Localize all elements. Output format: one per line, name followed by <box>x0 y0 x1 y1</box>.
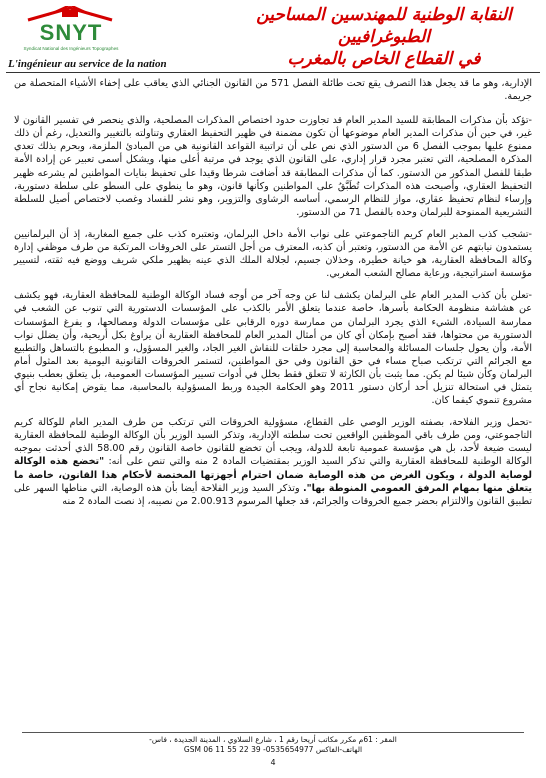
page-number: 4 <box>270 758 276 767</box>
logo-wordmark: SNYT <box>39 20 103 45</box>
footer-address: المقر : 61م مكرر مكاتب أريحا رقم 1 ، شارع السلاوي ، المدينة الجديدة ، فاس- <box>149 735 397 744</box>
document-header <box>0 0 546 78</box>
paragraph-4: -تعلن بأن كذب المدير العام على البرلمان يكشف لنا عن وجه آخر من أوجه فساد الوكالة الوطنية للمحافظة العقارية، فهو يكشف عن هشاشة منظومة الحكامة بأسرها، خاصة عندما يتعلق الأمر بالكذب على المؤسسات الدستورية التي تنوب عن الشعب في ممارسة السيادة، الشيء الذي يجرد البرلمان من ممارسة دوره الرقابي على مؤسسات الدولة ومصالحها، و يفرغ المؤسسات الدستورية من محتواها، فقد أصبح بإمكان أي كان من أمثال المدير العام للمحافظة العقارية أن يراوغ بكل أريحية، وأن يضلل نواب الأمة، وأن يحول جلسات المسائلة والمحاسبة إلى مجرد حلقات للنقاش الغير الجاد، والغير المسؤول، و المطبوع بالتساهل والتطبيع مع الجرائم التي ترتكب صباح مساء في حق القانون وفي حق المواطنين، لتستمر الخروقات القانونية اليومية بعد المثول أمام البرلمان وكأن شيئا لم يكن. مما يثبت بأن الكارثة لا تتعلق فقط بخلل في أدوات تسيير المؤسسات العمومية، بل يتعلق بعطب بنيوي يتمثل في استحالة تنزيل أحد أركان دستور 2011 وهو الحكامة الجيدة وربط المسؤولية بالمحاسبة، مما يقوض إمكانية نجاح أي مشروع تنموي كيفما كان. <box>14 290 532 407</box>
snyt-logo <box>8 6 134 54</box>
footer-phone: الهاتف-الفاكس 0535654977- 39 22 55 11 06 GSM <box>183 745 363 754</box>
document-body <box>14 77 532 517</box>
tagline: L'ingénieur au service de la nation <box>8 58 167 70</box>
paragraph-5 <box>14 416 532 508</box>
organization-name-line1: النقابة الوطنية للمهندسين المساحين الطبوغرافيين <box>256 5 512 47</box>
header-divider <box>6 72 540 73</box>
organization-name-line2: في القطاع الخاص بالمغرب <box>287 49 481 69</box>
footer-divider <box>22 732 524 733</box>
logo-subtext: Syndicat National des Ingénieurs Topographes <box>23 46 119 51</box>
paragraph-5-intro: -تحمل وزير الفلاحة، بصفته الوزير الوصي على القطاع، مسؤولية الخروقات التي ترتكب من طرف المدير العام للوكالة كريم التاجموعتي، ومن طرف باقي الموظفين الواقعين تحت سلطته الإدارية، وتذكر السيد الوزير بأن الوكالة الوطنية للمحافظة العقارية ليست ضيعة لأحد، بل هي مؤسسة عمومية تابعة للدولة، ويجب أن تخضع للقانون خاصة القانون رقم 58.00 الذي أحدثت بموجبه الوكالة الوطنية للمحافظة العقارية والتي تذكر السيد الوزير بمقتضيات المادة 2 منه والتي تنص على أنه: <box>14 417 532 468</box>
paragraph-1: الإدارية، وهو ما قد يجعل هذا التصرف يقع تحت طائلة الفصل 571 من القانون الجنائي الذي يعاقب على إخفاء الأشياء المتحصلة من جريمة. <box>14 78 532 103</box>
organization-name <box>234 4 534 70</box>
paragraph-2: -تؤكد بأن مذكرات المطابقة للسيد المدير العام قد تجاوزت حدود اختصاص المذكرات المصلحية، والذي ينحصر في تفسير القانون لا غير، في حين أن مذكرات المدير العام موضوعها أن تكون مضمنة في ظهير التحفيظ العقاري وتناولته بالتغيير والتعديل، رغم أن ذلك ممنوع عليها بموجب الفصل 6 من الدستور الذي نص على أن تراتبية القواعد القانونية هي من المبادئ الملزمة، وبحرم بذلك تعدي المذكرة المصلحية، التي تعتبر مجرد قرار إداري، على القانون الذي يوجد في مرتبة أعلى منها، ويشكل أسمى تعبير عن إرادة الأمة طبقا للفصل المذكور من الدستور. كما أن مذكرات المطابقة قد أضافت شرطا وقيدا على تحفيظ بنايات المواطنين لم يشرعه ظهير التحفيظ العقاري، وأصبحت هذه المذكرات تُطَبَّقُ على المواطنين وكأنها قانون، وهو ما ينطوي على السطو على سلطة دستورية، وإرساء لنظام تحفيظ عقاري، مواز للنظام الرسمي، أساسه الرشاوى والتزوير، وهو نشر للفساد وغصب لاختصاص أصيل للسلطة التشريعية الممنوحة للبرلمان وحده بالفصل 71 من الدستور. <box>14 115 532 218</box>
paragraph-5-continuation: وتذكر السيد وزير الفلاحة أيضا بأن هذه الوصاية، التي مناطها السهر على تطبيق القانون والالتزام بحضر جميع الخروقات والجرائم، قد جعلها المرسوم 2.00.913 من نصيبه، إذ نصت المادة 2 منه <box>14 482 532 507</box>
paragraph-3: -تشجب كذب المدير العام كريم التاجموعتي على نواب الأمة داخل البرلمان، وتعتبره كذب على جميع المغاربة، إذ أن البرلمانيين يستمدون نيابتهم عن الأمة من الدستور، وتعتبر أن كذبه، المعترف من أجل التستر على الخروقات المرتكبة من طرف موظفي إدارة وكالة المحافظة العقارية، هو خيانة خطيرة، وخذلان جسيم، لجلالة الملك الذي عينه بظهير ملكي شريف ووضع فيه ثقته، لتسيير مؤسسة استراتيجية، ورعاية مصالح الشعب المغربي. <box>14 228 532 280</box>
paragraph-5-quote: "تخضع هذه الوكالة لوصاية الدولة ، ويكون الغرض من هذه الوصاية ضمان احترام أجهزتها المختصة لأحكام هذا القانون، خاصة ما يتعلق منها بمهام المرفق العمومي المنوطة بها". <box>14 456 532 494</box>
